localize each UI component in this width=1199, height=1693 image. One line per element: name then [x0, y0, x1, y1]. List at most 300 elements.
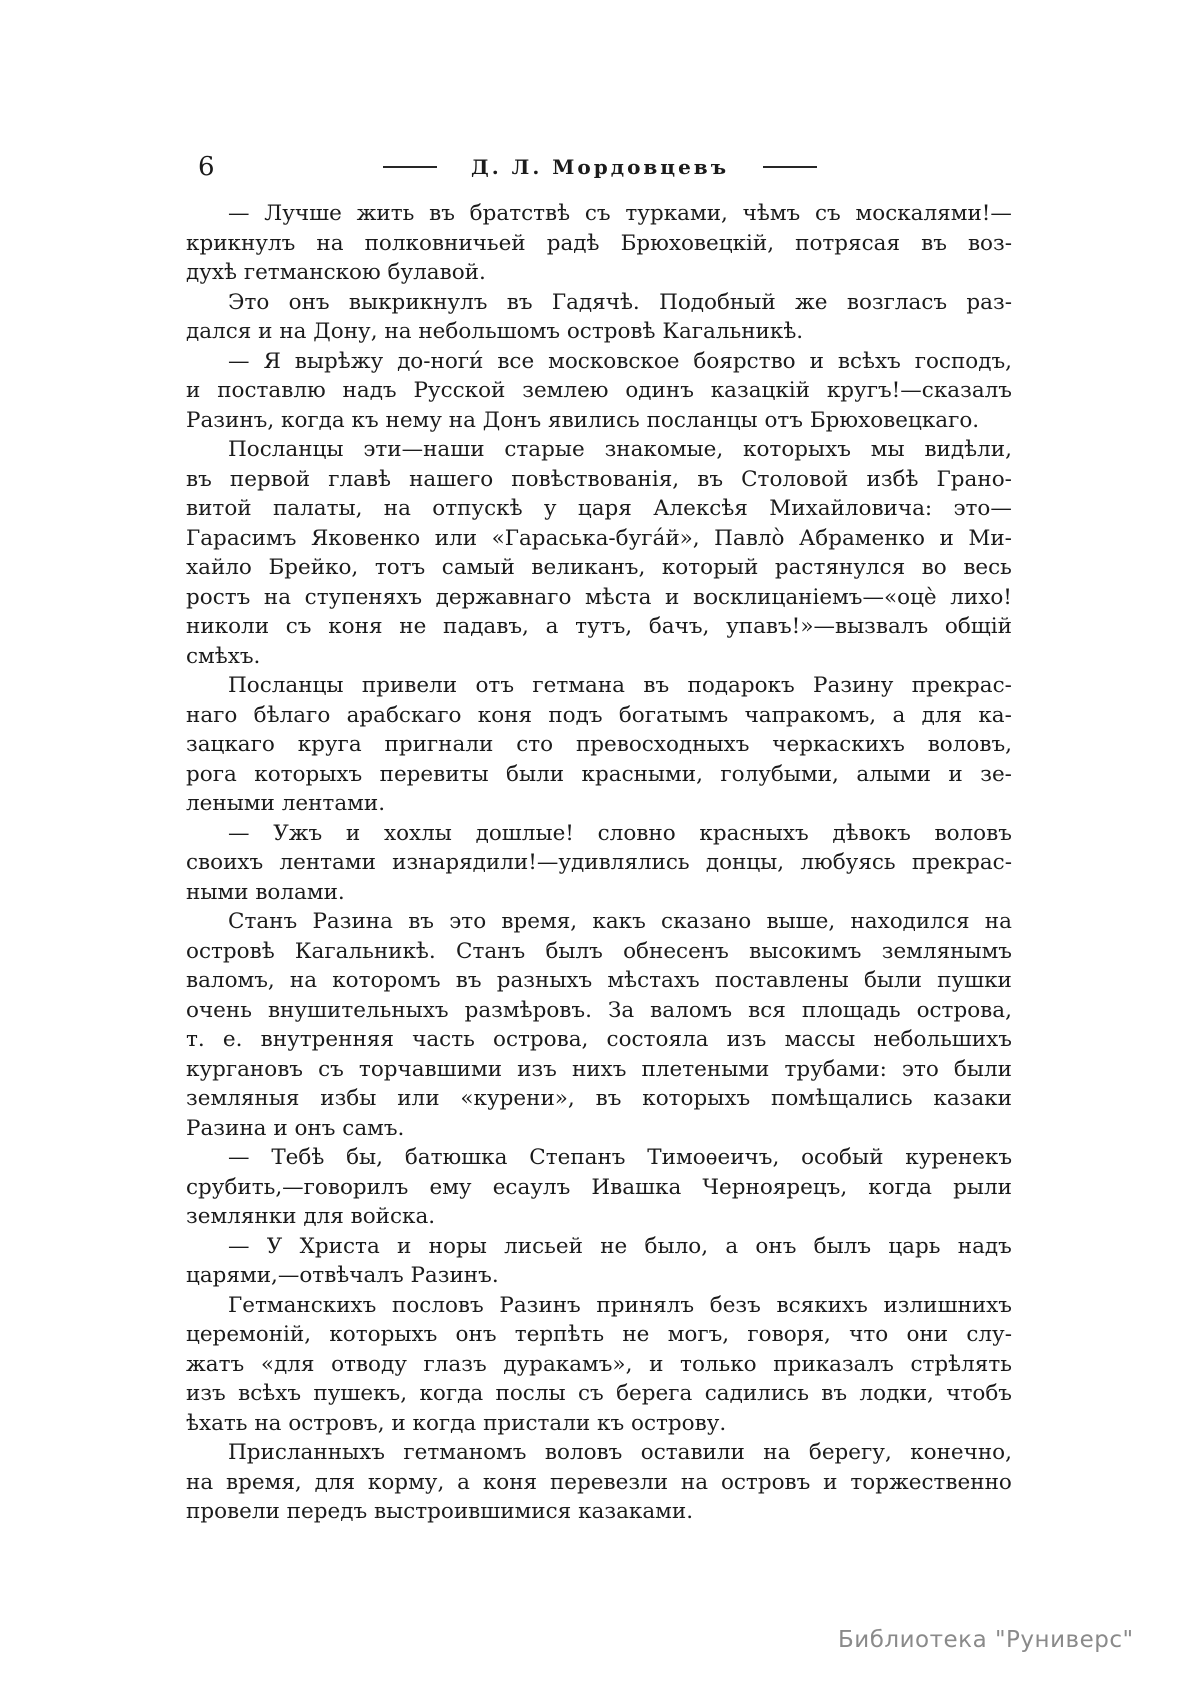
word: находился [850, 909, 970, 934]
paragraph [186, 1232, 1012, 1291]
word: казацкій [710, 378, 811, 403]
text-line [186, 937, 1012, 967]
word: на [383, 496, 411, 521]
word: островѣ [186, 938, 275, 964]
paragraph [186, 288, 1012, 347]
word: когда [419, 1381, 484, 1406]
text-line [186, 288, 1012, 318]
word: куренекъ [905, 1145, 1012, 1170]
word: которомъ [332, 968, 441, 993]
word: Брейко, [268, 555, 359, 580]
word: Разинъ [499, 1292, 581, 1318]
word: коня [477, 702, 533, 728]
word: богатымъ [618, 702, 729, 728]
text-line [186, 701, 1012, 731]
word: на [316, 230, 344, 256]
running-head [186, 150, 1014, 184]
text-line [186, 612, 1012, 642]
paragraph [186, 1438, 1012, 1527]
text-line: Разина и онъ самъ. [186, 1115, 405, 1141]
word: Разину [813, 673, 894, 698]
header-rule-right [763, 166, 817, 168]
word: были [506, 761, 565, 787]
word: и [665, 584, 680, 610]
word: и [939, 525, 954, 551]
word: царь [888, 1233, 941, 1259]
word: Брюховецкій, [620, 230, 775, 256]
word: и [345, 820, 361, 846]
paragraph [186, 671, 1012, 819]
word: пословъ [392, 1292, 484, 1318]
word: — [228, 201, 250, 226]
word: который [661, 555, 759, 580]
word: кургановъ [186, 1056, 303, 1082]
word: перевиты [379, 761, 489, 787]
word: «Гараська-буга́й», [491, 525, 700, 551]
word: послы [495, 1381, 566, 1406]
word: чтобъ [946, 1381, 1012, 1406]
word: часть [412, 1027, 475, 1052]
word: лентами [279, 850, 376, 875]
word: турками, [625, 201, 728, 226]
word: пушекъ, [313, 1381, 408, 1406]
word: и [186, 378, 201, 403]
text-line: смѣхъ. [186, 643, 261, 669]
word: витой [186, 496, 252, 521]
word: перевезли [549, 1469, 669, 1495]
word: прекрас- [911, 673, 1012, 698]
word: казаки [933, 1086, 1012, 1111]
word: только [680, 1351, 757, 1377]
word: слу- [966, 1322, 1012, 1347]
word: плетеными [641, 1056, 770, 1082]
word: полковничьей [364, 230, 526, 256]
text-line [186, 1350, 1012, 1380]
word: прекрас- [911, 850, 1012, 875]
word: изъ [517, 1056, 557, 1082]
word: жить [356, 201, 415, 226]
word: берегу, [808, 1440, 892, 1465]
word: въ [821, 1381, 848, 1406]
word: — [228, 1145, 250, 1170]
word: все [497, 348, 535, 374]
word: небольшихъ [873, 1027, 1012, 1052]
word: всѣхъ [238, 1381, 302, 1406]
word: глазъ [423, 1351, 487, 1377]
word: эти—наши [363, 437, 485, 462]
word: валомъ, [186, 968, 275, 993]
word: чѣмъ [742, 201, 801, 226]
word: донцы, [705, 850, 785, 875]
word: дошлые! [475, 820, 574, 846]
word: которыхъ [254, 761, 363, 787]
text-line [186, 229, 1012, 259]
word: когда [868, 1174, 932, 1200]
text-line [186, 907, 1012, 937]
word: потрясая [795, 230, 901, 256]
word: Присланныхъ [228, 1440, 385, 1465]
word: знакомые, [604, 437, 724, 462]
word: въ [408, 909, 434, 934]
word: мы [870, 437, 905, 462]
word: есаулъ [492, 1174, 571, 1200]
word: отпускѣ [432, 496, 523, 521]
paragraph [186, 347, 1012, 436]
word: были [863, 968, 922, 993]
word: — [228, 820, 250, 846]
word: былъ [545, 938, 603, 964]
word: въ [697, 466, 724, 492]
word: въ [643, 673, 670, 698]
word: отъ [475, 673, 515, 698]
word: ступеняхъ [304, 584, 423, 610]
text-line [186, 435, 1012, 465]
word: или [397, 1086, 440, 1111]
text-line [186, 494, 1012, 524]
word: терпѣть [514, 1322, 605, 1347]
word: до-ноги́ [397, 348, 484, 374]
word: Посланцы [228, 673, 344, 698]
word: или [434, 525, 478, 551]
word: всѣхъ [837, 348, 901, 374]
word: растянулся [774, 555, 906, 580]
word: надъ [957, 1233, 1012, 1259]
word: воловъ [544, 1440, 623, 1465]
paragraph [186, 1143, 1012, 1232]
word: Гарасимъ [186, 525, 297, 551]
word: голубыми, [720, 761, 839, 787]
word: превосходныхъ [575, 732, 750, 757]
word: и [809, 348, 824, 374]
word: падавъ, [443, 614, 529, 639]
word: съ [584, 201, 611, 226]
word: черкаскихъ [772, 732, 905, 757]
word: корму, [367, 1469, 445, 1495]
text-line [186, 1320, 1012, 1350]
text-line: ѣхать на островъ, и когда пристали къ острову. [186, 1410, 727, 1436]
word: не [600, 1233, 628, 1259]
running-head-center [186, 150, 1014, 184]
word: на [763, 1440, 791, 1465]
word: и [948, 761, 963, 787]
word: въ [186, 466, 212, 492]
word: оставили [640, 1440, 745, 1465]
word: былъ [813, 1233, 872, 1259]
word: землянымъ [881, 938, 1012, 964]
word: конечно, [910, 1440, 1012, 1465]
word: возгласъ [846, 289, 948, 315]
word: — [228, 348, 250, 374]
word: московское [548, 348, 680, 374]
text-line [186, 1291, 1012, 1321]
word: онъ [288, 289, 330, 315]
word: господъ, [914, 348, 1012, 374]
word: они [906, 1322, 949, 1347]
word: алыми [856, 761, 931, 787]
word: радѣ [546, 230, 600, 256]
word: «для [260, 1351, 315, 1377]
word: жатъ [186, 1351, 245, 1377]
word: бачъ, [648, 614, 710, 639]
word: палаты, [272, 496, 363, 521]
word: высокимъ [749, 938, 862, 964]
word: въ [506, 289, 533, 315]
word: могъ, [667, 1322, 730, 1347]
word: а [545, 614, 559, 639]
text-line [186, 1379, 1012, 1409]
word: внутренняя [260, 1027, 394, 1052]
text-line [186, 199, 1012, 229]
word: Кагальникѣ. [294, 938, 436, 964]
word: Гадячѣ. [551, 289, 640, 315]
word: коня [482, 1469, 538, 1495]
word: садились [704, 1381, 809, 1406]
word: изъ [186, 1381, 226, 1406]
word: подъ [548, 702, 603, 728]
word: дуракамъ», [503, 1351, 633, 1377]
text-line [186, 966, 1012, 996]
text-line [186, 848, 1012, 878]
word: съ [318, 1056, 344, 1082]
word: красными, [581, 761, 703, 787]
word: вся [748, 997, 786, 1023]
word: на [289, 968, 318, 993]
word: срубить,—говорилъ [186, 1174, 409, 1200]
word: «курени», [460, 1086, 575, 1111]
word: рыли [953, 1174, 1012, 1200]
word: Грано- [936, 466, 1012, 492]
word: съ [815, 201, 841, 226]
word: Подобный [659, 289, 776, 315]
word: внушительныхъ [267, 997, 449, 1023]
word: избы [320, 1086, 377, 1111]
text-line [186, 1468, 1012, 1498]
word: а [725, 1233, 739, 1259]
word: было, [644, 1233, 709, 1259]
word: Ужъ [273, 820, 323, 846]
word: лодки, [859, 1381, 934, 1406]
text-line [186, 996, 1012, 1026]
word: у [543, 496, 557, 521]
word: стрѣлять [910, 1351, 1012, 1377]
text-line [186, 760, 1012, 790]
word: торжественно [850, 1469, 1012, 1495]
word: Тимоѳеичъ, [647, 1145, 780, 1170]
word: приказалъ [773, 1351, 894, 1377]
word: всякихъ [776, 1292, 868, 1318]
word: были [953, 1056, 1012, 1082]
word: на [263, 584, 292, 610]
word: особый [801, 1145, 884, 1170]
word: любуясь [800, 850, 896, 875]
word: Ивашка [591, 1174, 682, 1200]
word: чапракомъ, [744, 702, 877, 728]
word: наго [186, 702, 238, 728]
word: великанъ, [531, 555, 646, 580]
text-line [186, 1232, 1012, 1262]
word: помѣщались [771, 1086, 913, 1111]
word: воловъ, [927, 732, 1012, 757]
text-line: леными лентами. [186, 791, 386, 816]
word: хайло [186, 555, 252, 580]
word: боярство [693, 348, 796, 374]
word: и [649, 1351, 664, 1377]
word: раз- [966, 289, 1012, 315]
word: принялъ [596, 1292, 695, 1318]
word: острова, [493, 1027, 589, 1052]
word: съ [285, 614, 312, 639]
word: нашего [409, 466, 494, 492]
text-line [186, 1143, 1012, 1173]
word: массы [784, 1027, 856, 1052]
word: общій [944, 614, 1012, 639]
word: торчавшими [358, 1056, 503, 1082]
word: которыхъ [329, 1322, 438, 1347]
word: гетмана [532, 673, 625, 698]
word: братствѣ [469, 201, 571, 226]
word: Тебѣ [271, 1145, 325, 1170]
text-line [186, 819, 1012, 849]
word: безъ [709, 1292, 761, 1318]
word: Русской [413, 378, 506, 403]
header-rule-left [383, 166, 437, 168]
word: самый [441, 555, 515, 580]
word: — [228, 1233, 250, 1259]
word: Павло̀ [714, 525, 785, 551]
word: Гетманскихъ [228, 1292, 377, 1318]
word: круга [297, 732, 362, 757]
word: а [892, 702, 906, 728]
word: Черноярецъ, [702, 1174, 848, 1200]
word: изъ [726, 1027, 767, 1052]
word: площадь [801, 997, 901, 1023]
word: землею [522, 378, 609, 403]
text-line: ными волами. [186, 879, 345, 905]
word: повѣствованія, [511, 466, 680, 492]
word: въ [455, 968, 482, 993]
word: же [795, 289, 828, 315]
word: а [457, 1469, 470, 1495]
text-line [186, 1055, 1012, 1085]
word: е. [222, 1027, 243, 1052]
word: выкрикнулъ [348, 289, 488, 315]
word: ростъ [186, 584, 251, 610]
word: Станъ [456, 938, 526, 964]
word: первой [229, 466, 311, 492]
word: время, [226, 1469, 302, 1495]
word: Алексѣя [653, 496, 748, 521]
text-line: дался и на Дону, на небольшомъ островѣ Кагальникѣ. [186, 319, 804, 344]
word: Я [263, 348, 281, 374]
text-line [186, 376, 1012, 406]
word: Разина [312, 909, 393, 934]
word: говоря, [747, 1322, 831, 1347]
word: мѣста [585, 584, 652, 610]
word: нихъ [571, 1056, 627, 1082]
word: надъ [342, 378, 397, 403]
word: острова, [916, 997, 1012, 1023]
text-line [186, 671, 1012, 701]
paragraph [186, 435, 1012, 671]
word: онъ [755, 1233, 797, 1259]
word: словно [597, 820, 676, 846]
word: для [921, 702, 963, 728]
text-line [186, 553, 1012, 583]
word: выше, [766, 909, 836, 934]
word: тутъ, [575, 614, 633, 639]
text-line [186, 1025, 1012, 1055]
word: на [984, 909, 1012, 934]
word: поставлю [217, 378, 326, 403]
word: Лучше [264, 201, 342, 226]
word: бѣлаго [253, 702, 331, 728]
word: т. [186, 1027, 205, 1052]
word: избѣ [866, 466, 919, 492]
word: валомъ [650, 997, 733, 1023]
word: зе- [980, 761, 1012, 787]
text-line [186, 730, 1012, 760]
word: которыхъ [642, 1086, 751, 1111]
paragraph [186, 199, 1012, 288]
word: тотъ [374, 555, 426, 580]
word: и [397, 1233, 412, 1259]
word: красныхъ [699, 820, 809, 846]
word: ка- [978, 702, 1012, 728]
word: батюшка [404, 1145, 508, 1170]
library-watermark: Библиотека "Руниверс" [838, 1627, 1134, 1653]
text-line: Разинъ, когда къ нему на Донъ явились посланцы отъ Брюховецкаго. [186, 407, 980, 433]
word: Яковенко [310, 525, 421, 551]
word: москалями!— [855, 201, 1012, 226]
word: За [607, 997, 635, 1023]
word: и [823, 1469, 838, 1495]
word: весь [963, 555, 1012, 580]
word: николи [186, 614, 270, 639]
word: берега [616, 1381, 693, 1406]
word: съ [578, 1381, 604, 1406]
word: островъ [720, 1469, 811, 1495]
word: державнаго [435, 584, 572, 610]
word: Степанъ [529, 1145, 626, 1170]
page-number: 6 [198, 152, 215, 182]
word: на [680, 1469, 709, 1495]
word: Это [228, 289, 270, 315]
word: въ [429, 201, 455, 226]
word: въ [921, 230, 947, 256]
word: рога [186, 761, 237, 787]
word: мѣстахъ [607, 968, 700, 993]
word: крикнулъ [186, 230, 296, 256]
paragraph [186, 1291, 1012, 1439]
word: Станъ [228, 909, 298, 934]
word: лихо! [950, 584, 1012, 610]
word: кругъ!—сказалъ [826, 378, 1012, 403]
word: царя [577, 496, 632, 521]
word: поставлены [714, 968, 849, 993]
word: время, [501, 909, 578, 934]
word: вырѣжу [294, 348, 384, 374]
word: что [849, 1322, 889, 1347]
word: церемоній, [186, 1322, 312, 1347]
word: Столовой [741, 466, 849, 492]
word: ему [429, 1174, 472, 1200]
word: трубами: [784, 1056, 887, 1082]
word: привели [361, 673, 458, 698]
word: норы [428, 1233, 487, 1259]
word: бы, [346, 1145, 383, 1170]
word: воз- [967, 230, 1012, 256]
word: въ [595, 1086, 622, 1111]
